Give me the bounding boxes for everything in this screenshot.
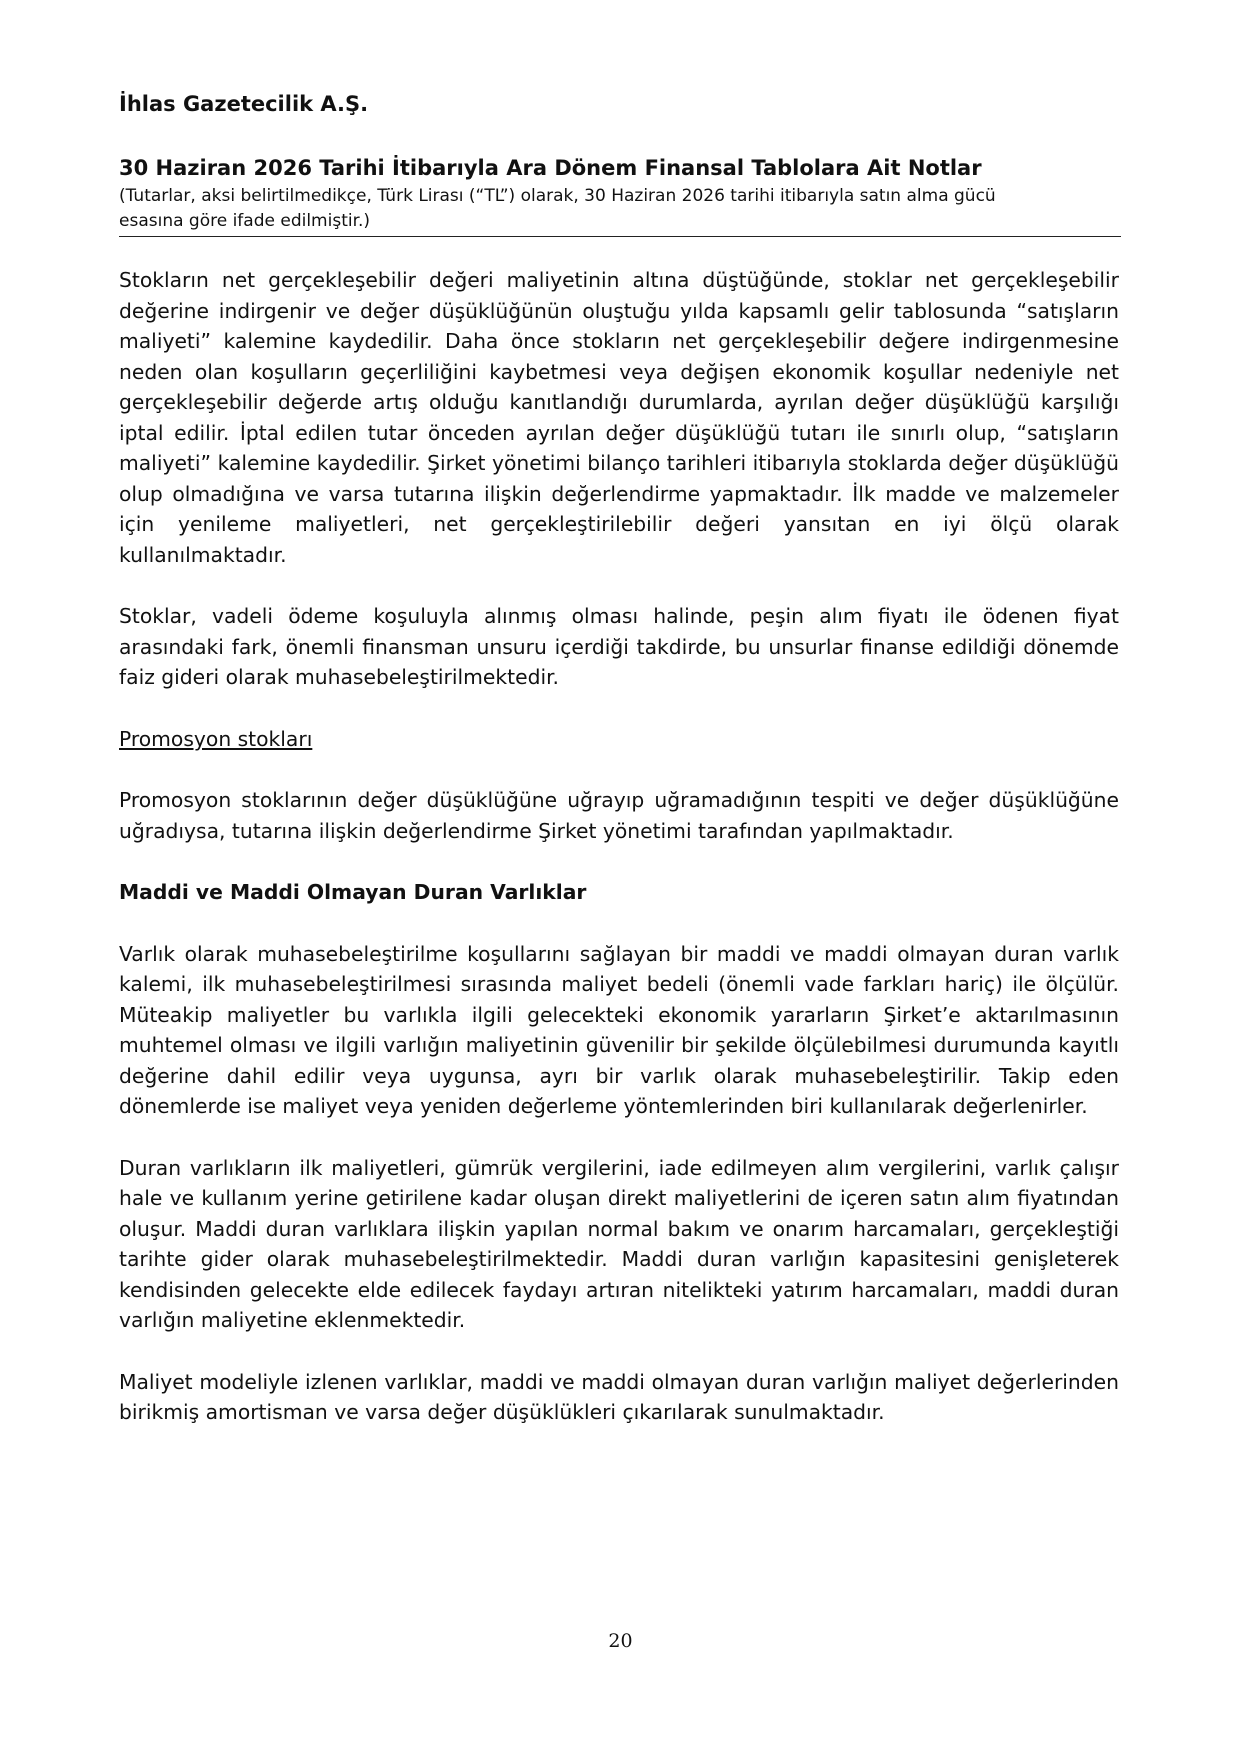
paragraph-inventory-valuation: Stokların net gerçekleşebilir değeri maliyetinin altına düştüğünde, stoklar net gerçekleşebilir değerine indirgenir ve değer düşüklüğünün oluştuğu yılda kapsamlı gelir tablosunda “satışların maliyeti” kalemine kaydedilir. Daha önce stokların net gerçekleşebilir değere indirgenmesine neden olan koşulların geçerliliğini kaybetmesi veya değişen ekonomik koşullar nedeniyle net gerçekleşebilir değerde artış olduğu kanıtlandığı durumlarda, ayrılan değer düşüklüğü karşılığı iptal edilir. İptal edilen tutar önceden ayrılan değer düşüklüğü tutarı ile sınırlı olup, “satışların maliyeti” kalemine kaydedilir. Şirket yönetimi bilanço tarihleri itibarıyla stoklarda değer düşüklüğü olup olmadığına ve varsa tutarına ilişkin değerlendirme yapmaktadır. İlk madde ve malzemeler için yenileme maliyetleri, net gerçekleştirilebilir değeri yansıtan en iyi ölçü olarak kullanılmaktadır. xyxy=(119,268,1119,567)
company-name: İhlas Gazetecilik A.Ş. xyxy=(119,92,369,116)
currency-note: (Tutarlar, aksi belirtilmedikçe, Türk Lirası (“TL”) olarak, 30 Haziran 2026 tarihi itibarıyla satın alma gücü esasına göre ifade edilmiştir.) xyxy=(119,186,996,231)
section-heading-fixed-assets: Maddi ve Maddi Olmayan Duran Varlıklar xyxy=(119,880,587,904)
paragraph-promotion-inventory: Promosyon stoklarının değer düşüklüğüne uğrayıp uğramadığının tespiti ve değer düşüklüğüne uğradıysa, tutarına ilişkin değerlendirme Şirket yönetimi tarafından yapılmaktadır. xyxy=(119,788,1119,843)
page-number: 20 xyxy=(608,1630,633,1652)
header-divider xyxy=(119,236,1121,237)
paragraph-asset-cost: Duran varlıkların ilk maliyetleri, gümrük vergilerini, iade edilmeyen alım vergilerini, varlık çalışır hale ve kullanım yerine getirilene kadar oluşan direkt maliyetlerini de içeren satın alım fiyatından oluşur. Maddi duran varlıklara ilişkin yapılan normal bakım ve onarım harcamaları, gerçekleştiği tarihte gider olarak muhasebeleştirilmektedir. Maddi duran varlığın kapasitesini genişleterek kendisinden gelecekte elde edilecek faydayı artıran nitelikteki yatırım harcamaları, maddi duran varlığın maliyetine eklenmektedir. xyxy=(119,1155,1119,1332)
document-page xyxy=(119,90,1119,1428)
paragraph-cost-model: Maliyet modeliyle izlenen varlıklar, maddi ve maddi olmayan duran varlığın maliyet değerlerinden birikmiş amortisman ve varsa değer düşüklükleri çıkarılarak sunulmaktadır. xyxy=(119,1369,1119,1424)
document-title: 30 Haziran 2026 Tarihi İtibarıyla Ara Dönem Finansal Tablolara Ait Notlar xyxy=(119,156,982,180)
paragraph-asset-recognition: Varlık olarak muhasebeleştirilme koşullarını sağlayan bir maddi ve maddi olmayan duran varlık kalemi, ilk muhasebeleştirilmesi sırasında maliyet bedeli (önemli vade farkları hariç) ile ölçülür. Müteakip maliyetler bu varlıkla ilgili gelecekteki ekonomik yararların Şirket’e aktarılmasının muhtemel olması ve ilgili varlığın maliyetinin güvenilir bir şekilde ölçülebilmesi durumunda kayıtlı değerine dahil edilir veya uygunsa, ayrı bir varlık olarak muhasebeleştirilir. Takip eden dönemlerde ise maliyet veya yeniden değerleme yöntemlerinden biri kullanılarak değerlenirler. xyxy=(119,941,1119,1118)
subheading-promotion-inventory: Promosyon stokları xyxy=(119,726,313,751)
paragraph-deferred-payment: Stoklar, vadeli ödeme koşuluyla alınmış olması halinde, peşin alım fiyatı ile ödenen fiyat arasındaki fark, önemli finansman unsuru içerdiği takdirde, bu unsurlar finanse edildiği dönemde faiz gideri olarak muhasebeleştirilmektedir. xyxy=(119,604,1119,689)
